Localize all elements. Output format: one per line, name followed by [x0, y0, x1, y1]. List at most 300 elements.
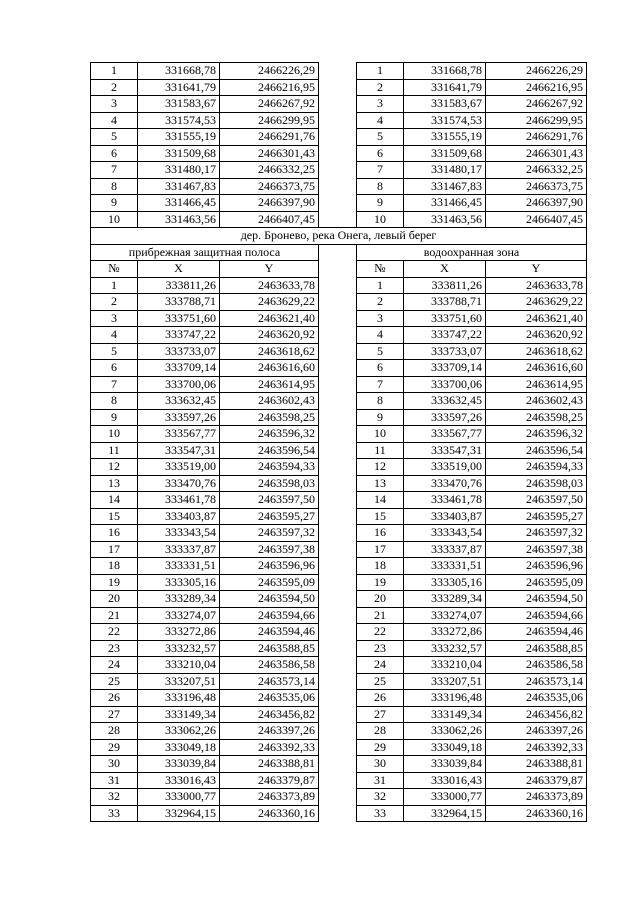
point-number: 12 — [91, 459, 138, 476]
coord-x: 333747,22 — [138, 327, 220, 344]
coord-y: 2463596,32 — [486, 426, 587, 443]
point-number: 4 — [91, 112, 138, 129]
coord-y: 2463388,81 — [486, 756, 587, 773]
coord-x: 333788,71 — [138, 294, 220, 311]
coord-x: 331466,45 — [404, 195, 486, 212]
point-number: 13 — [357, 475, 404, 492]
coord-y: 2463573,14 — [486, 673, 587, 690]
coord-x: 331668,78 — [404, 63, 486, 80]
coord-x: 333747,22 — [404, 327, 486, 344]
coord-x: 333567,77 — [404, 426, 486, 443]
point-number: 24 — [357, 657, 404, 674]
point-number: 16 — [91, 525, 138, 542]
coord-x: 333709,14 — [138, 360, 220, 377]
coord-y: 2463633,78 — [220, 277, 319, 294]
column-gap — [319, 79, 357, 96]
coord-x: 333232,57 — [138, 640, 220, 657]
coord-y: 2463596,32 — [220, 426, 319, 443]
point-number: 19 — [91, 574, 138, 591]
header-x: X — [404, 261, 486, 278]
table-row — [91, 789, 587, 806]
column-gap — [319, 558, 357, 575]
coord-y: 2466216,95 — [486, 79, 587, 96]
point-number: 7 — [91, 162, 138, 179]
coord-y: 2463596,96 — [486, 558, 587, 575]
coord-x: 333062,26 — [404, 723, 486, 740]
column-gap — [319, 723, 357, 740]
point-number: 15 — [357, 508, 404, 525]
coord-y: 2466332,25 — [486, 162, 587, 179]
table-row — [91, 294, 587, 311]
coord-y: 2463597,38 — [486, 541, 587, 558]
point-number: 25 — [357, 673, 404, 690]
coord-x: 333788,71 — [404, 294, 486, 311]
table-row — [91, 376, 587, 393]
column-gap — [319, 393, 357, 410]
column-gap — [319, 211, 357, 228]
coord-x: 333331,51 — [404, 558, 486, 575]
table-row — [91, 525, 587, 542]
coord-x: 333196,48 — [404, 690, 486, 707]
table-row — [91, 475, 587, 492]
table-row — [91, 409, 587, 426]
point-number: 6 — [357, 360, 404, 377]
coord-y: 2463595,27 — [220, 508, 319, 525]
coord-y: 2466226,29 — [486, 63, 587, 80]
coord-x: 333196,48 — [138, 690, 220, 707]
table-row — [91, 624, 587, 641]
point-number: 10 — [91, 426, 138, 443]
coord-x: 333403,87 — [138, 508, 220, 525]
point-number: 6 — [357, 145, 404, 162]
coord-x: 333289,34 — [404, 591, 486, 608]
table-row — [91, 129, 587, 146]
header-x: X — [138, 261, 220, 278]
coord-y: 2463598,03 — [220, 475, 319, 492]
point-number: 11 — [357, 442, 404, 459]
column-gap — [319, 178, 357, 195]
coord-y: 2463360,16 — [486, 805, 587, 822]
coord-x: 333272,86 — [404, 624, 486, 641]
coord-x: 333733,07 — [404, 343, 486, 360]
coord-y: 2466407,45 — [220, 211, 319, 228]
point-number: 13 — [91, 475, 138, 492]
coord-x: 333331,51 — [138, 558, 220, 575]
table-row — [91, 145, 587, 162]
coord-y: 2463596,54 — [220, 442, 319, 459]
coord-y: 2463597,50 — [220, 492, 319, 509]
column-gap — [319, 294, 357, 311]
coord-x: 333470,76 — [404, 475, 486, 492]
point-number: 20 — [357, 591, 404, 608]
header-num: № — [91, 261, 138, 278]
coord-x: 331555,19 — [404, 129, 486, 146]
point-number: 8 — [357, 178, 404, 195]
coord-x: 333519,00 — [138, 459, 220, 476]
column-gap — [319, 789, 357, 806]
coord-y: 2463392,33 — [220, 739, 319, 756]
coord-y: 2463573,14 — [220, 673, 319, 690]
coord-y: 2463602,43 — [220, 393, 319, 410]
point-number: 31 — [91, 772, 138, 789]
coord-y: 2466407,45 — [486, 211, 587, 228]
column-gap — [319, 739, 357, 756]
point-number: 18 — [357, 558, 404, 575]
coord-y: 2463595,27 — [486, 508, 587, 525]
table-row — [91, 393, 587, 410]
table-row — [91, 673, 587, 690]
column-gap — [319, 63, 357, 80]
point-number: 9 — [357, 195, 404, 212]
coord-x: 333597,26 — [138, 409, 220, 426]
point-number: 22 — [357, 624, 404, 641]
coord-y: 2463392,33 — [486, 739, 587, 756]
point-number: 8 — [91, 393, 138, 410]
point-number: 21 — [357, 607, 404, 624]
coord-y: 2466332,25 — [220, 162, 319, 179]
coord-x: 333461,78 — [404, 492, 486, 509]
coord-x: 333000,77 — [138, 789, 220, 806]
column-gap — [319, 591, 357, 608]
coord-x: 333700,06 — [138, 376, 220, 393]
point-number: 32 — [91, 789, 138, 806]
coord-x: 332964,15 — [138, 805, 220, 822]
point-number: 1 — [91, 277, 138, 294]
coord-x: 331509,68 — [138, 145, 220, 162]
coord-y: 2463633,78 — [486, 277, 587, 294]
coord-y: 2466397,90 — [486, 195, 587, 212]
table-row — [91, 327, 587, 344]
table-row — [91, 591, 587, 608]
coord-y: 2466267,92 — [220, 96, 319, 113]
column-gap — [319, 541, 357, 558]
point-number: 5 — [357, 343, 404, 360]
table-row — [91, 772, 587, 789]
coord-x: 331641,79 — [404, 79, 486, 96]
point-number: 5 — [91, 129, 138, 146]
coord-y: 2463616,60 — [220, 360, 319, 377]
coord-y: 2463594,33 — [486, 459, 587, 476]
coord-x: 333039,84 — [404, 756, 486, 773]
column-gap — [319, 376, 357, 393]
coord-y: 2463535,06 — [220, 690, 319, 707]
table-row — [91, 558, 587, 575]
point-number: 25 — [91, 673, 138, 690]
coord-x: 333751,60 — [404, 310, 486, 327]
column-gap — [319, 96, 357, 113]
coord-x: 333700,06 — [404, 376, 486, 393]
coord-x: 331463,56 — [404, 211, 486, 228]
left-zone-title: прибрежная защитная полоса — [91, 244, 319, 261]
coord-y: 2463397,26 — [220, 723, 319, 740]
point-number: 1 — [91, 63, 138, 80]
point-number: 28 — [91, 723, 138, 740]
point-number: 1 — [357, 277, 404, 294]
coord-x: 332964,15 — [404, 805, 486, 822]
coord-y: 2463373,89 — [220, 789, 319, 806]
coord-y: 2463629,22 — [220, 294, 319, 311]
point-number: 33 — [357, 805, 404, 822]
coord-x: 333207,51 — [138, 673, 220, 690]
point-number: 24 — [91, 657, 138, 674]
point-number: 12 — [357, 459, 404, 476]
coord-y: 2463629,22 — [486, 294, 587, 311]
table-row — [91, 805, 587, 822]
column-gap — [319, 343, 357, 360]
table-row — [91, 574, 587, 591]
coord-x: 333461,78 — [138, 492, 220, 509]
coord-x: 333811,26 — [138, 277, 220, 294]
table-row — [91, 96, 587, 113]
point-number: 5 — [91, 343, 138, 360]
column-gap — [319, 607, 357, 624]
coord-y: 2466299,95 — [486, 112, 587, 129]
coordinates-table — [90, 62, 587, 822]
point-number: 11 — [91, 442, 138, 459]
table-row — [91, 706, 587, 723]
table-row — [91, 211, 587, 228]
point-number: 8 — [357, 393, 404, 410]
coord-x: 331466,45 — [138, 195, 220, 212]
point-number: 4 — [357, 327, 404, 344]
point-number: 7 — [91, 376, 138, 393]
column-gap — [319, 459, 357, 476]
coord-y: 2463594,46 — [220, 624, 319, 641]
coord-y: 2463535,06 — [486, 690, 587, 707]
coord-x: 331480,17 — [138, 162, 220, 179]
coord-y: 2463595,09 — [486, 574, 587, 591]
header-y: Y — [220, 261, 319, 278]
column-gap — [319, 145, 357, 162]
coord-y: 2463586,58 — [220, 657, 319, 674]
coord-y: 2466291,76 — [220, 129, 319, 146]
coord-x: 333632,45 — [138, 393, 220, 410]
coord-x: 333149,34 — [404, 706, 486, 723]
point-number: 3 — [91, 310, 138, 327]
coord-y: 2466373,75 — [220, 178, 319, 195]
point-number: 30 — [357, 756, 404, 773]
coord-x: 333210,04 — [404, 657, 486, 674]
point-number: 2 — [91, 79, 138, 96]
column-gap — [319, 657, 357, 674]
table-row — [91, 63, 587, 80]
top-section — [91, 63, 587, 228]
point-number: 21 — [91, 607, 138, 624]
coord-y: 2463596,96 — [220, 558, 319, 575]
coord-x: 333733,07 — [138, 343, 220, 360]
coord-x: 331574,53 — [138, 112, 220, 129]
coord-y: 2463614,95 — [486, 376, 587, 393]
coord-y: 2463597,50 — [486, 492, 587, 509]
coord-y: 2466301,43 — [220, 145, 319, 162]
coord-y: 2463379,87 — [486, 772, 587, 789]
coord-y: 2463597,38 — [220, 541, 319, 558]
point-number: 5 — [357, 129, 404, 146]
point-number: 14 — [91, 492, 138, 509]
coord-x: 333210,04 — [138, 657, 220, 674]
coord-x: 333547,31 — [404, 442, 486, 459]
column-gap — [319, 706, 357, 723]
column-gap — [319, 310, 357, 327]
coord-y: 2466216,95 — [220, 79, 319, 96]
header-y: Y — [486, 261, 587, 278]
point-number: 3 — [357, 310, 404, 327]
point-number: 8 — [91, 178, 138, 195]
point-number: 6 — [91, 145, 138, 162]
table-row — [91, 739, 587, 756]
table-row — [91, 343, 587, 360]
coord-y: 2463597,32 — [220, 525, 319, 542]
point-number: 2 — [357, 79, 404, 96]
coord-y: 2463597,32 — [486, 525, 587, 542]
point-number: 26 — [357, 690, 404, 707]
column-gap — [319, 574, 357, 591]
column-gap — [319, 475, 357, 492]
coord-y: 2463598,03 — [486, 475, 587, 492]
coord-y: 2463588,85 — [486, 640, 587, 657]
point-number: 9 — [91, 409, 138, 426]
coord-x: 331668,78 — [138, 63, 220, 80]
coord-x: 333709,14 — [404, 360, 486, 377]
point-number: 2 — [91, 294, 138, 311]
coord-y: 2463620,92 — [220, 327, 319, 344]
point-number: 4 — [91, 327, 138, 344]
table-row — [91, 277, 587, 294]
coord-y: 2463620,92 — [486, 327, 587, 344]
coord-x: 333343,54 — [404, 525, 486, 542]
point-number: 9 — [357, 409, 404, 426]
right-zone-title: водоохранная зона — [357, 244, 587, 261]
column-gap — [319, 261, 357, 278]
column-gap — [319, 772, 357, 789]
bottom-section — [91, 277, 587, 822]
coord-x: 333567,77 — [138, 426, 220, 443]
coord-x: 331641,79 — [138, 79, 220, 96]
coord-y: 2463618,62 — [486, 343, 587, 360]
coord-x: 333470,76 — [138, 475, 220, 492]
coord-x: 331463,56 — [138, 211, 220, 228]
coord-x: 331574,53 — [404, 112, 486, 129]
point-number: 20 — [91, 591, 138, 608]
coord-x: 333305,16 — [138, 574, 220, 591]
header-num: № — [357, 261, 404, 278]
column-gap — [319, 244, 357, 261]
point-number: 16 — [357, 525, 404, 542]
point-number: 29 — [357, 739, 404, 756]
coord-x: 333016,43 — [138, 772, 220, 789]
point-number: 4 — [357, 112, 404, 129]
point-number: 18 — [91, 558, 138, 575]
point-number: 6 — [91, 360, 138, 377]
coord-y: 2466301,43 — [486, 145, 587, 162]
coord-y: 2463397,26 — [486, 723, 587, 740]
coord-x: 333632,45 — [404, 393, 486, 410]
table-row — [91, 657, 587, 674]
column-gap — [319, 409, 357, 426]
coord-x: 331467,83 — [404, 178, 486, 195]
coord-y: 2463594,46 — [486, 624, 587, 641]
table-row — [91, 442, 587, 459]
coord-y: 2466397,90 — [220, 195, 319, 212]
coord-x: 333000,77 — [404, 789, 486, 806]
column-gap — [319, 360, 357, 377]
coord-x: 333403,87 — [404, 508, 486, 525]
point-number: 10 — [91, 211, 138, 228]
coord-x: 333547,31 — [138, 442, 220, 459]
column-gap — [319, 640, 357, 657]
coord-y: 2463596,54 — [486, 442, 587, 459]
coord-x: 333274,07 — [404, 607, 486, 624]
table-row — [91, 360, 587, 377]
section-header — [91, 228, 587, 278]
coord-y: 2463379,87 — [220, 772, 319, 789]
coord-y: 2463588,85 — [220, 640, 319, 657]
column-gap — [319, 195, 357, 212]
coord-x: 333232,57 — [404, 640, 486, 657]
column-gap — [319, 327, 357, 344]
point-number: 26 — [91, 690, 138, 707]
table-row — [91, 607, 587, 624]
coord-y: 2463621,40 — [220, 310, 319, 327]
table-row — [91, 459, 587, 476]
coord-x: 331509,68 — [404, 145, 486, 162]
coord-x: 333519,00 — [404, 459, 486, 476]
point-number: 9 — [91, 195, 138, 212]
point-number: 23 — [91, 640, 138, 657]
coord-y: 2463598,25 — [220, 409, 319, 426]
coord-x: 333337,87 — [138, 541, 220, 558]
coord-y: 2463456,82 — [220, 706, 319, 723]
point-number: 30 — [91, 756, 138, 773]
table-row — [91, 723, 587, 740]
table-row — [91, 79, 587, 96]
coord-y: 2463373,89 — [486, 789, 587, 806]
column-gap — [319, 492, 357, 509]
column-gap — [319, 426, 357, 443]
coord-x: 333049,18 — [138, 739, 220, 756]
coord-x: 333751,60 — [138, 310, 220, 327]
column-gap — [319, 690, 357, 707]
point-number: 32 — [357, 789, 404, 806]
column-gap — [319, 112, 357, 129]
point-number: 7 — [357, 162, 404, 179]
coord-y: 2463594,66 — [220, 607, 319, 624]
section-title: дер. Бронево, река Онега, левый берег — [91, 228, 587, 245]
coord-y: 2466267,92 — [486, 96, 587, 113]
point-number: 28 — [357, 723, 404, 740]
coord-y: 2463616,60 — [486, 360, 587, 377]
column-gap — [319, 756, 357, 773]
column-gap — [319, 277, 357, 294]
coord-y: 2466291,76 — [486, 129, 587, 146]
point-number: 15 — [91, 508, 138, 525]
column-gap — [319, 673, 357, 690]
coord-y: 2463621,40 — [486, 310, 587, 327]
table-row — [91, 426, 587, 443]
point-number: 10 — [357, 426, 404, 443]
coord-y: 2463360,16 — [220, 805, 319, 822]
coord-y: 2463598,25 — [486, 409, 587, 426]
point-number: 10 — [357, 211, 404, 228]
column-gap — [319, 805, 357, 822]
coord-y: 2466226,29 — [220, 63, 319, 80]
point-number: 1 — [357, 63, 404, 80]
column-gap — [319, 624, 357, 641]
point-number: 27 — [91, 706, 138, 723]
column-gap — [319, 508, 357, 525]
coord-x: 333149,34 — [138, 706, 220, 723]
coord-x: 331467,83 — [138, 178, 220, 195]
